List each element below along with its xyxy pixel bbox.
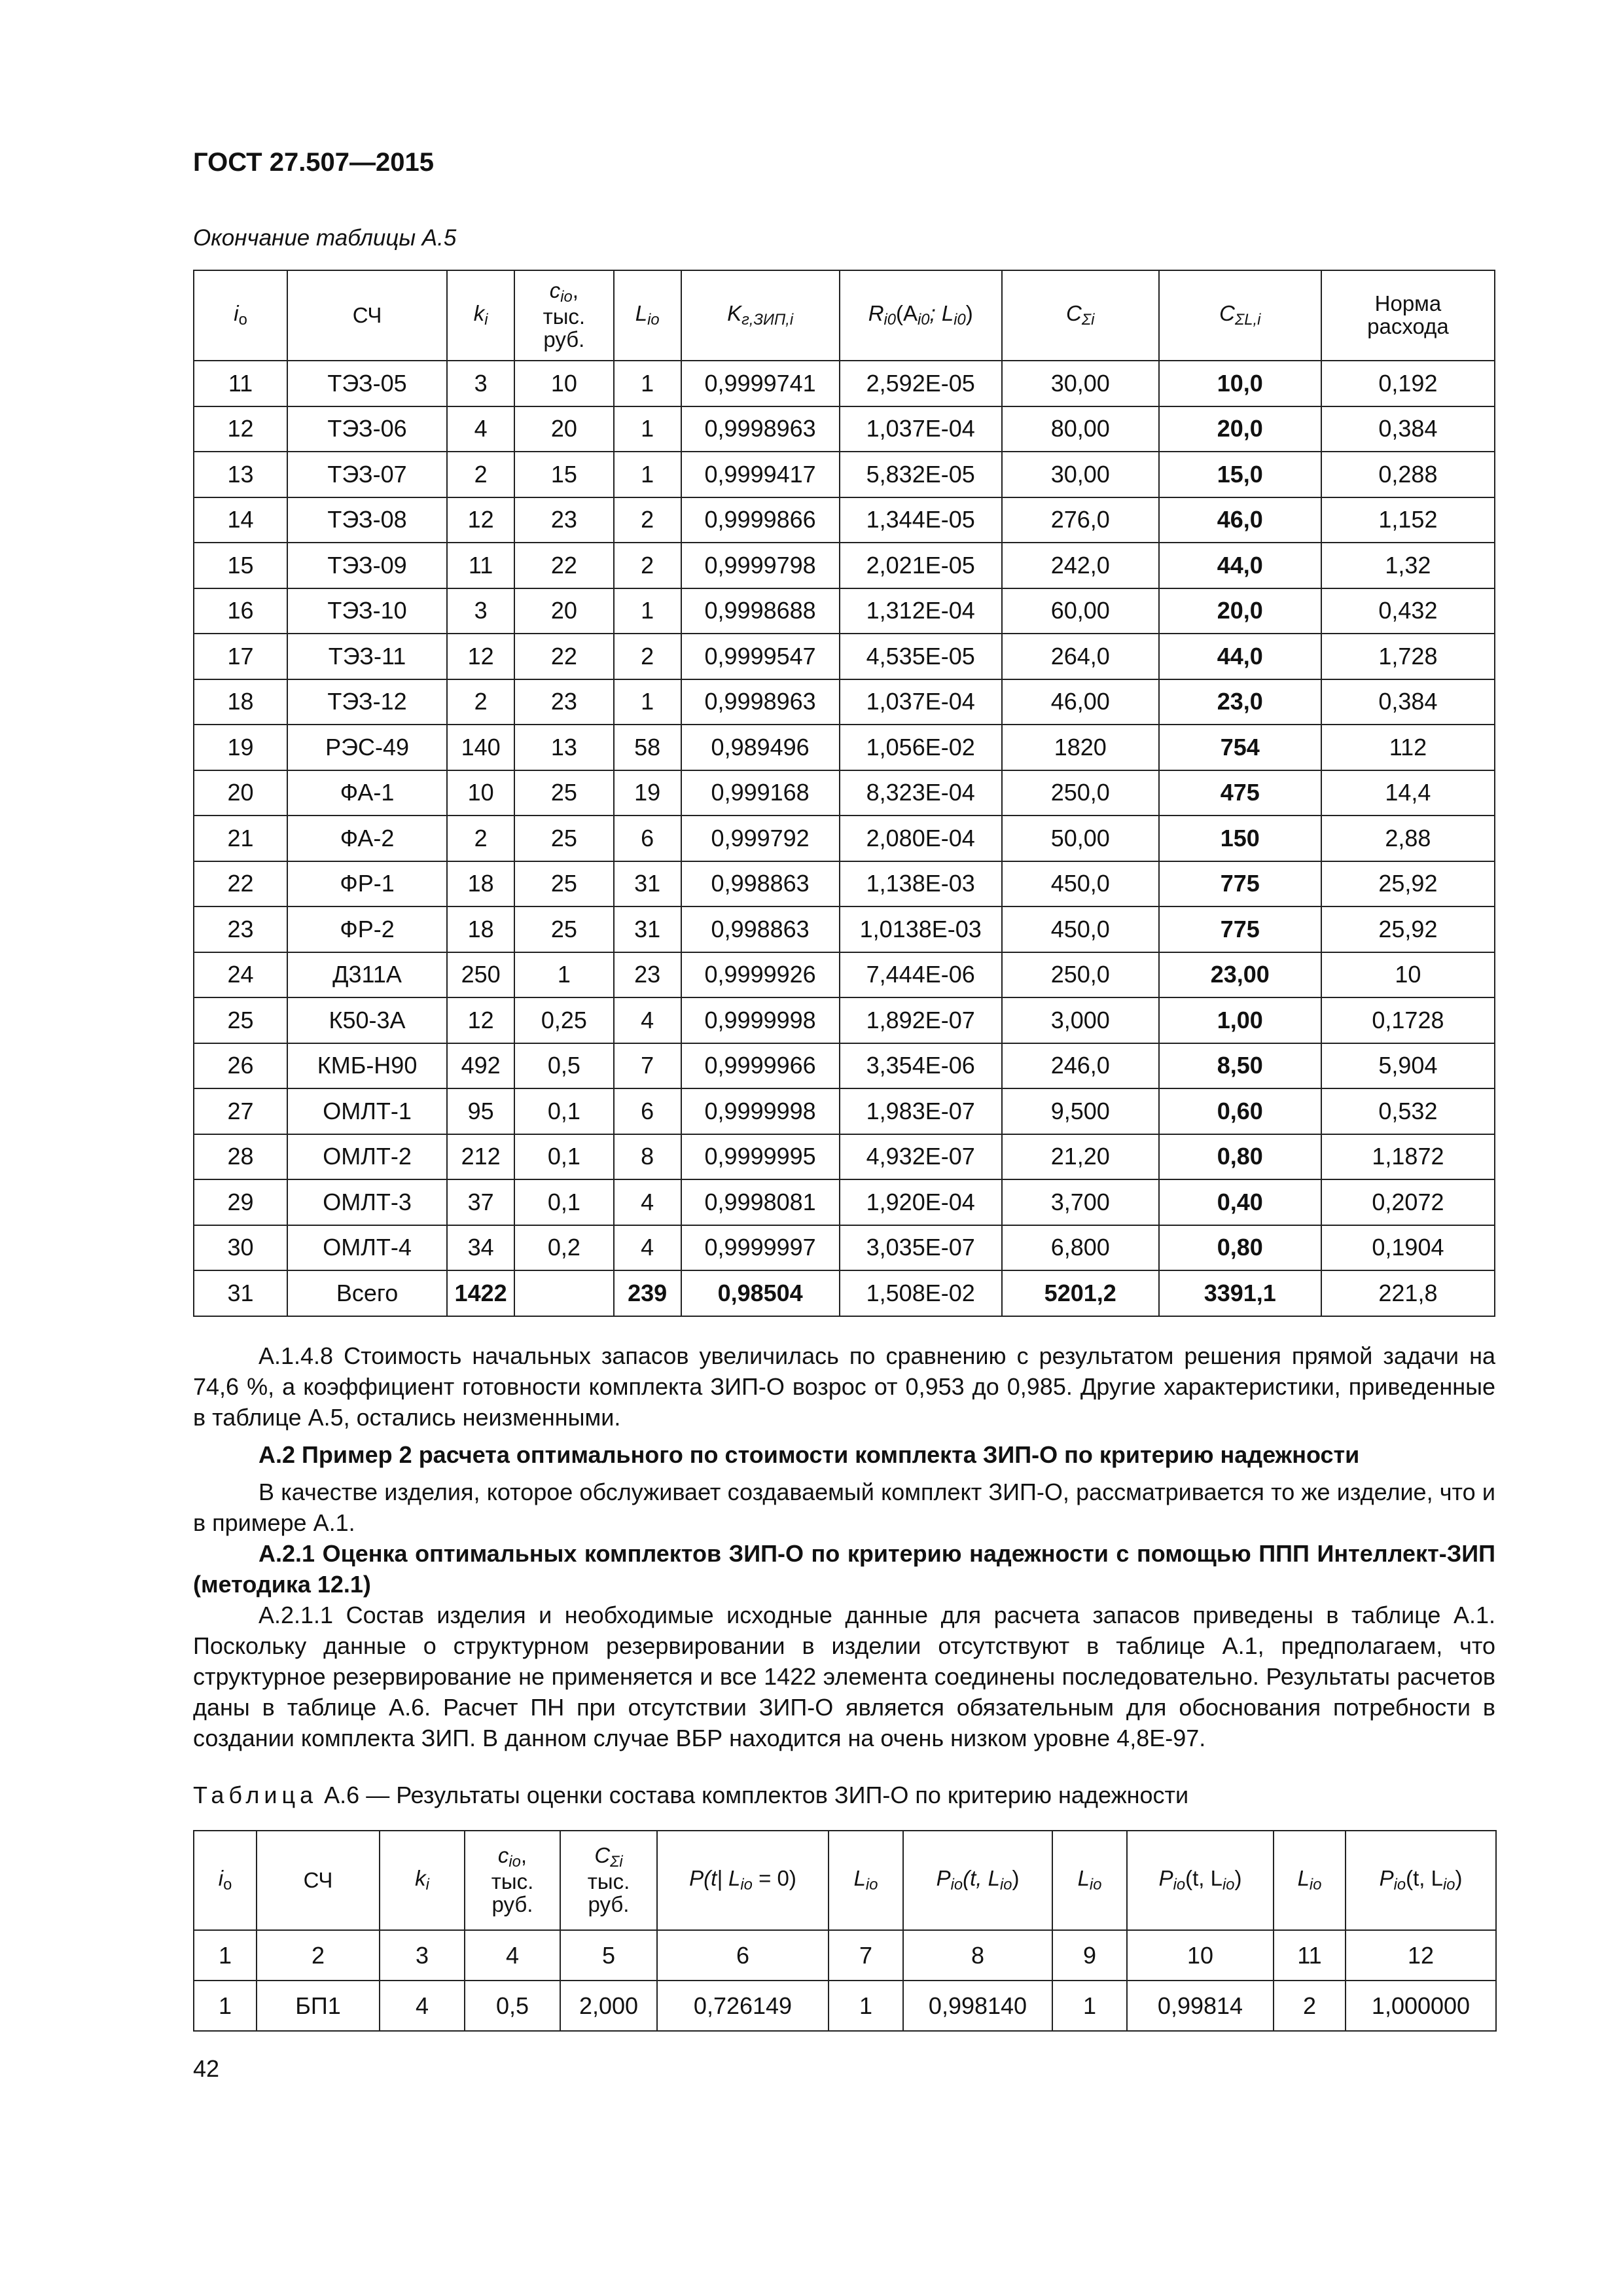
table-cell: 60,00 bbox=[1002, 588, 1159, 634]
table-cell: 50,00 bbox=[1002, 816, 1159, 861]
table-cell: 6 bbox=[657, 1930, 829, 1981]
table-row bbox=[194, 588, 1495, 634]
table-cell: 30 bbox=[194, 1225, 287, 1271]
table-cell: 20 bbox=[514, 406, 613, 452]
table-cell: 0,9999998 bbox=[681, 1088, 840, 1134]
table-cell: 1,312Е-04 bbox=[840, 588, 1002, 634]
table-cell: 0,9998963 bbox=[681, 406, 840, 452]
table-cell: 250 bbox=[447, 952, 514, 998]
table-cell: ТЭЗ-10 bbox=[287, 588, 447, 634]
a6-header-ki: $k_i$ bbox=[380, 1831, 465, 1930]
table-cell: 0,9998963 bbox=[681, 679, 840, 725]
table-cell: 44,0 bbox=[1159, 543, 1321, 588]
table-row bbox=[194, 861, 1495, 907]
table-cell: 6 bbox=[614, 1088, 681, 1134]
table-cell: 12 bbox=[447, 497, 514, 543]
body-text bbox=[193, 1340, 1495, 1753]
table-cell: 8 bbox=[614, 1134, 681, 1180]
table-cell: ТЭЗ-06 bbox=[287, 406, 447, 452]
table-a6-body bbox=[194, 1930, 1496, 2031]
table-cell: 29 bbox=[194, 1179, 287, 1225]
table-cell: 0,1728 bbox=[1321, 997, 1495, 1043]
table-cell: 0,9999995 bbox=[681, 1134, 840, 1180]
table-cell: 1,138Е-03 bbox=[840, 861, 1002, 907]
table-row bbox=[194, 543, 1495, 588]
table-row bbox=[194, 1179, 1495, 1225]
table-cell: 0,9999866 bbox=[681, 497, 840, 543]
table-cell: 0,999168 bbox=[681, 770, 840, 816]
table-cell: 21 bbox=[194, 816, 287, 861]
a6-header-pio-2: $P_{io}(t$, $L_{io}$) bbox=[1127, 1831, 1274, 1930]
table-cell: ТЭЗ-08 bbox=[287, 497, 447, 543]
table-row bbox=[194, 361, 1495, 406]
table-a5 bbox=[193, 270, 1495, 1317]
table-cell: 18 bbox=[447, 906, 514, 952]
table-cell: 10 bbox=[1127, 1930, 1274, 1981]
table-cell: 2 bbox=[447, 679, 514, 725]
a6-header-lio-2: $L_{io}$ bbox=[1052, 1831, 1127, 1930]
table-cell: 0,9999997 bbox=[681, 1225, 840, 1271]
a6-header-lio-1: $L_{io}$ bbox=[829, 1831, 903, 1930]
table-cell: 8,50 bbox=[1159, 1043, 1321, 1089]
table-cell: 7 bbox=[614, 1043, 681, 1089]
table-a6 bbox=[193, 1830, 1497, 2032]
table-cell: 1 bbox=[1052, 1981, 1127, 2031]
table-cell: 16 bbox=[194, 588, 287, 634]
table-a6-header-row bbox=[194, 1831, 1496, 1930]
table-cell: 11 bbox=[447, 543, 514, 588]
table-cell: 46,0 bbox=[1159, 497, 1321, 543]
table-cell: 775 bbox=[1159, 861, 1321, 907]
column-number-row bbox=[194, 1930, 1496, 1981]
table-cell: ФА-1 bbox=[287, 770, 447, 816]
table-cell: 2 bbox=[614, 634, 681, 679]
table-cell: 15 bbox=[194, 543, 287, 588]
table-cell: 0,9999998 bbox=[681, 997, 840, 1043]
table-cell: ФА-2 bbox=[287, 816, 447, 861]
table-cell: 12 bbox=[447, 997, 514, 1043]
a6-header-pio-1: $P_{io}(t$, $L_{io}$) bbox=[903, 1831, 1052, 1930]
table-cell: БП1 bbox=[257, 1981, 380, 2031]
table-cell: 30,00 bbox=[1002, 361, 1159, 406]
header-csuml: $C_{\Sigma L,i}$ bbox=[1159, 270, 1321, 361]
table-cell: 0,9999547 bbox=[681, 634, 840, 679]
table-cell: 1,00 bbox=[1159, 997, 1321, 1043]
header-norma: Норма расхода bbox=[1321, 270, 1495, 361]
table-cell: 239 bbox=[614, 1270, 681, 1316]
a6-header-i0: $i_о$ bbox=[194, 1831, 257, 1930]
table-cell: 0,432 bbox=[1321, 588, 1495, 634]
table-row bbox=[194, 1043, 1495, 1089]
table-cell: 2 bbox=[1274, 1981, 1346, 2031]
table-cell: 2 bbox=[614, 497, 681, 543]
table-cell: 0,5 bbox=[514, 1043, 613, 1089]
table-cell: 23,0 bbox=[1159, 679, 1321, 725]
table-cell: 246,0 bbox=[1002, 1043, 1159, 1089]
table-cell: 0,998140 bbox=[903, 1981, 1052, 2031]
table-cell: 1422 bbox=[447, 1270, 514, 1316]
table-cell: 23 bbox=[194, 906, 287, 952]
header-i0: $i_о$ bbox=[194, 270, 287, 361]
table-cell: 4 bbox=[465, 1930, 560, 1981]
table-cell: 31 bbox=[614, 861, 681, 907]
table-cell: 1,983Е-07 bbox=[840, 1088, 1002, 1134]
table-cell: 0,40 bbox=[1159, 1179, 1321, 1225]
table-row bbox=[194, 906, 1495, 952]
table-cell: 775 bbox=[1159, 906, 1321, 952]
table-cell: 15 bbox=[514, 452, 613, 497]
table-cell: 26 bbox=[194, 1043, 287, 1089]
table-cell: 31 bbox=[614, 906, 681, 952]
table-row bbox=[194, 997, 1495, 1043]
table-cell: 0,532 bbox=[1321, 1088, 1495, 1134]
table-cell: 3391,1 bbox=[1159, 1270, 1321, 1316]
table-cell: 1 bbox=[614, 361, 681, 406]
table-cell: 2,000 bbox=[560, 1981, 657, 2031]
table-a5-body bbox=[194, 361, 1495, 1316]
table-cell: 6 bbox=[614, 816, 681, 861]
table-cell: 95 bbox=[447, 1088, 514, 1134]
table-cell: 4 bbox=[614, 997, 681, 1043]
table-cell: 0,726149 bbox=[657, 1981, 829, 2031]
table-cell: 0,2072 bbox=[1321, 1179, 1495, 1225]
table-cell: 1 bbox=[614, 452, 681, 497]
a6-header-sch: СЧ bbox=[257, 1831, 380, 1930]
table-cell: 2,88 bbox=[1321, 816, 1495, 861]
table-cell: 0,9999926 bbox=[681, 952, 840, 998]
table-cell: 7,444Е-06 bbox=[840, 952, 1002, 998]
table-row bbox=[194, 1225, 1495, 1271]
table-cell: 31 bbox=[194, 1270, 287, 1316]
table-cell: 25,92 bbox=[1321, 906, 1495, 952]
table-a6-title: Таблица А.6 — Результаты оценки состава комплектов ЗИП-О по критерию надежности bbox=[193, 1782, 1189, 1808]
table-cell: 27 bbox=[194, 1088, 287, 1134]
table-cell: 2,592Е-05 bbox=[840, 361, 1002, 406]
table-cell: 13 bbox=[514, 725, 613, 770]
table-cell: 492 bbox=[447, 1043, 514, 1089]
table-cell: 0,998863 bbox=[681, 861, 840, 907]
table-cell: 150 bbox=[1159, 816, 1321, 861]
paragraph-a148: А.1.4.8 Стоимость начальных запасов увеличилась по сравнению с результатом решения прямой задачи на 74,6 %, а коэффициент готовности комплекта ЗИП-О возрос от 0,953 до 0,985. Другие характеристики, приведенные в таблице А.5, остались неизменными. bbox=[193, 1342, 1495, 1431]
table-cell: 3,354Е-06 bbox=[840, 1043, 1002, 1089]
table-cell: 2,080Е-04 bbox=[840, 816, 1002, 861]
table-cell: 4 bbox=[380, 1981, 465, 2031]
table-cell: 20 bbox=[194, 770, 287, 816]
table-cell: 0,5 bbox=[465, 1981, 560, 2031]
table-cell: 0,99814 bbox=[1127, 1981, 1274, 2031]
table-cell: 264,0 bbox=[1002, 634, 1159, 679]
table-cell: ТЭЗ-09 bbox=[287, 543, 447, 588]
table-cell: 4 bbox=[614, 1179, 681, 1225]
table-cell: 24 bbox=[194, 952, 287, 998]
table-cell: ТЭЗ-12 bbox=[287, 679, 447, 725]
table-cell: ТЭЗ-05 bbox=[287, 361, 447, 406]
table-cell: ФР-2 bbox=[287, 906, 447, 952]
table-row bbox=[194, 725, 1495, 770]
table-cell: 2 bbox=[614, 543, 681, 588]
table-cell: 1,508Е-02 bbox=[840, 1270, 1002, 1316]
table-cell: ТЭЗ-07 bbox=[287, 452, 447, 497]
table-cell: 0,9998688 bbox=[681, 588, 840, 634]
table-cell: РЭС-49 bbox=[287, 725, 447, 770]
table-cell: 11 bbox=[194, 361, 287, 406]
table-cell: 5,904 bbox=[1321, 1043, 1495, 1089]
table-cell: 276,0 bbox=[1002, 497, 1159, 543]
table-cell: 1 bbox=[194, 1930, 257, 1981]
table-cell: 23 bbox=[514, 679, 613, 725]
table-cell: Д311А bbox=[287, 952, 447, 998]
table-cell: 3 bbox=[380, 1930, 465, 1981]
table-cell: 475 bbox=[1159, 770, 1321, 816]
table-cell: 0,384 bbox=[1321, 406, 1495, 452]
table-cell: 0,9999798 bbox=[681, 543, 840, 588]
table-cell: 0,1 bbox=[514, 1134, 613, 1180]
table-cell: 14,4 bbox=[1321, 770, 1495, 816]
table-cell: 25 bbox=[514, 770, 613, 816]
table-cell: 221,8 bbox=[1321, 1270, 1495, 1316]
table-row bbox=[194, 406, 1495, 452]
table-cell: 3 bbox=[447, 361, 514, 406]
table-cell: 5201,2 bbox=[1002, 1270, 1159, 1316]
table-cell: 0,80 bbox=[1159, 1225, 1321, 1271]
heading-a21: А.2.1 Оценка оптимальных комплектов ЗИП-О по критерию надежности с помощью ППП Интеллект-ЗИП (методика 12.1) bbox=[193, 1540, 1495, 1598]
table-cell: 2 bbox=[257, 1930, 380, 1981]
table-cell: 9 bbox=[1052, 1930, 1127, 1981]
table-cell: 6,800 bbox=[1002, 1225, 1159, 1271]
table-cell: 12 bbox=[194, 406, 287, 452]
table-cell: 0,9998081 bbox=[681, 1179, 840, 1225]
table-cell: 0,9999741 bbox=[681, 361, 840, 406]
table-cell: КМБ-Н90 bbox=[287, 1043, 447, 1089]
table-cell: 30,00 bbox=[1002, 452, 1159, 497]
table-cell: ОМЛТ-2 bbox=[287, 1134, 447, 1180]
table-cell: 28 bbox=[194, 1134, 287, 1180]
table-cell: ФР-1 bbox=[287, 861, 447, 907]
table-cell: 0,60 bbox=[1159, 1088, 1321, 1134]
table-row bbox=[194, 816, 1495, 861]
table-cell: 1 bbox=[194, 1981, 257, 2031]
table-row bbox=[194, 497, 1495, 543]
table-cell: 12 bbox=[1346, 1930, 1496, 1981]
table-cell: 5 bbox=[560, 1930, 657, 1981]
table-cell: 0,1904 bbox=[1321, 1225, 1495, 1271]
table-cell: 4,535Е-05 bbox=[840, 634, 1002, 679]
heading-a2: А.2 Пример 2 расчета оптимального по стоимости комплекта ЗИП-О по критерию надежности bbox=[259, 1441, 1360, 1468]
table-row bbox=[194, 679, 1495, 725]
table-cell: 14 bbox=[194, 497, 287, 543]
table-cell: 242,0 bbox=[1002, 543, 1159, 588]
table-cell: 25 bbox=[514, 906, 613, 952]
table-cell: 18 bbox=[447, 861, 514, 907]
table-cell: 11 bbox=[1274, 1930, 1346, 1981]
table-cell: 250,0 bbox=[1002, 952, 1159, 998]
paragraph-a211: А.2.1.1 Состав изделия и необходимые исходные данные для расчета запасов приведены в таблице А.1. Поскольку данные о структурном резервировании в изделии отсутствуют в таблице А.1, предполагаем, что структурное резервирование не применяется и все 1422 элемента соединены последовательно. Результаты расчетов даны в таблице А.6. Расчет ПН при отсутствии ЗИП-О является обязательным для обоснования потребности в создании комплекта ЗИП. В данном случае ВБР находится на очень низком уровне 4,8Е-97. bbox=[193, 1602, 1495, 1751]
a6-header-pio-3: $P_{io}(t$, $L_{io}$) bbox=[1346, 1831, 1496, 1930]
table-cell: 1 bbox=[614, 588, 681, 634]
table-cell: 0,999792 bbox=[681, 816, 840, 861]
table-cell: 9,500 bbox=[1002, 1088, 1159, 1134]
a6-header-p0: P(t| $L_{io} = 0$) bbox=[657, 1831, 829, 1930]
table-a5-header-row bbox=[194, 270, 1495, 361]
table-cell: 0,25 bbox=[514, 997, 613, 1043]
table-cell: 23 bbox=[614, 952, 681, 998]
table-cell: 13 bbox=[194, 452, 287, 497]
table-cell: 1,037Е-04 bbox=[840, 679, 1002, 725]
table-cell bbox=[514, 1270, 613, 1316]
table-row bbox=[194, 1981, 1496, 2031]
table-cell: 1,32 bbox=[1321, 543, 1495, 588]
table-cell: 58 bbox=[614, 725, 681, 770]
table-cell: 46,00 bbox=[1002, 679, 1159, 725]
table-cell: 23 bbox=[514, 497, 613, 543]
table-cell: 4 bbox=[614, 1225, 681, 1271]
table-cell: 754 bbox=[1159, 725, 1321, 770]
table-cell: 20,0 bbox=[1159, 588, 1321, 634]
table-cell: 4,932Е-07 bbox=[840, 1134, 1002, 1180]
header-ri: $R_{i0}(A_{i0}$; $L_{i0}$) bbox=[840, 270, 1002, 361]
table-cell: ОМЛТ-1 bbox=[287, 1088, 447, 1134]
table-cell: 1 bbox=[514, 952, 613, 998]
table-row bbox=[194, 952, 1495, 998]
table-cell: 5,832Е-05 bbox=[840, 452, 1002, 497]
table-cell: 0,1 bbox=[514, 1088, 613, 1134]
table-cell: 0,2 bbox=[514, 1225, 613, 1271]
table-cell: 450,0 bbox=[1002, 906, 1159, 952]
table-cell: 3,000 bbox=[1002, 997, 1159, 1043]
table-cell: 10 bbox=[514, 361, 613, 406]
table-cell: 22 bbox=[514, 634, 613, 679]
table-cell: 140 bbox=[447, 725, 514, 770]
table-cell: Всего bbox=[287, 1270, 447, 1316]
table-cell: 1,1872 bbox=[1321, 1134, 1495, 1180]
table-row bbox=[194, 1088, 1495, 1134]
table-cell: 37 bbox=[447, 1179, 514, 1225]
table-cell: К50-3А bbox=[287, 997, 447, 1043]
table-cell: 25 bbox=[514, 816, 613, 861]
table-cell: 21,20 bbox=[1002, 1134, 1159, 1180]
table-row bbox=[194, 1270, 1495, 1316]
table-cell: 0,989496 bbox=[681, 725, 840, 770]
header-ki: $k_i$ bbox=[447, 270, 514, 361]
table-cell: 44,0 bbox=[1159, 634, 1321, 679]
table-cell: 15,0 bbox=[1159, 452, 1321, 497]
table-cell: 112 bbox=[1321, 725, 1495, 770]
table-cell: 0,9999417 bbox=[681, 452, 840, 497]
table-cell: 23,00 bbox=[1159, 952, 1321, 998]
table-cell: 1,344Е-05 bbox=[840, 497, 1002, 543]
table-cell: 0,1 bbox=[514, 1179, 613, 1225]
table-cell: 19 bbox=[194, 725, 287, 770]
table-cell: 3 bbox=[447, 588, 514, 634]
a6-header-csum: $C_{\Sigma i}$ тыс. руб. bbox=[560, 1831, 657, 1930]
table-cell: 34 bbox=[447, 1225, 514, 1271]
table-cell: 2 bbox=[447, 816, 514, 861]
table-cell: 1820 bbox=[1002, 725, 1159, 770]
table-cell: 1 bbox=[829, 1981, 903, 2031]
table-cell: 1,056Е-02 bbox=[840, 725, 1002, 770]
table-row bbox=[194, 1134, 1495, 1180]
header-kg: $K_{г,ЗИП,i}$ bbox=[681, 270, 840, 361]
table-cell: 1,037Е-04 bbox=[840, 406, 1002, 452]
paragraph-a2: В качестве изделия, которое обслуживает создаваемый комплект ЗИП-О, рассматривается то же изделие, что и в примере А.1. bbox=[193, 1479, 1495, 1536]
table-cell: 10 bbox=[1321, 952, 1495, 998]
table-row bbox=[194, 770, 1495, 816]
table-cell: 10 bbox=[447, 770, 514, 816]
table-cell: 2 bbox=[447, 452, 514, 497]
header-csum: $C_{\Sigma i}$ bbox=[1002, 270, 1159, 361]
table-cell: 1,728 bbox=[1321, 634, 1495, 679]
table-cell: 12 bbox=[447, 634, 514, 679]
table-cell: ТЭЗ-11 bbox=[287, 634, 447, 679]
table-cell: 22 bbox=[514, 543, 613, 588]
table-cell: 17 bbox=[194, 634, 287, 679]
table-cell: 0,98504 bbox=[681, 1270, 840, 1316]
table-cell: 1,920Е-04 bbox=[840, 1179, 1002, 1225]
table-cell: 0,9999966 bbox=[681, 1043, 840, 1089]
table-cell: 25 bbox=[194, 997, 287, 1043]
table-cell: 0,288 bbox=[1321, 452, 1495, 497]
table-a5-caption: Окончание таблицы А.5 bbox=[193, 225, 457, 251]
table-cell: 80,00 bbox=[1002, 406, 1159, 452]
table-cell: 1,152 bbox=[1321, 497, 1495, 543]
a6-header-cio: $c_{io}$, тыс. руб. bbox=[465, 1831, 560, 1930]
table-cell: 10,0 bbox=[1159, 361, 1321, 406]
table-cell: 25,92 bbox=[1321, 861, 1495, 907]
table-cell: 0,80 bbox=[1159, 1134, 1321, 1180]
table-cell: ОМЛТ-3 bbox=[287, 1179, 447, 1225]
table-cell: 1 bbox=[614, 679, 681, 725]
table-row bbox=[194, 452, 1495, 497]
a6-header-lio-3: $L_{io}$ bbox=[1274, 1831, 1346, 1930]
table-cell: 19 bbox=[614, 770, 681, 816]
table-cell: 212 bbox=[447, 1134, 514, 1180]
table-cell: 18 bbox=[194, 679, 287, 725]
table-cell: 450,0 bbox=[1002, 861, 1159, 907]
table-cell: 2,021Е-05 bbox=[840, 543, 1002, 588]
table-cell: 3,700 bbox=[1002, 1179, 1159, 1225]
header-sch: СЧ bbox=[287, 270, 447, 361]
document-header: ГОСТ 27.507—2015 bbox=[193, 148, 435, 177]
table-cell: 250,0 bbox=[1002, 770, 1159, 816]
table-cell: 3,035Е-07 bbox=[840, 1225, 1002, 1271]
header-cio: $c_{io}$, тыс. руб. bbox=[514, 270, 613, 361]
table-cell: 1,000000 bbox=[1346, 1981, 1496, 2031]
table-cell: 20 bbox=[514, 588, 613, 634]
table-row bbox=[194, 634, 1495, 679]
table-cell: 8 bbox=[903, 1930, 1052, 1981]
table-cell: 25 bbox=[514, 861, 613, 907]
table-cell: 7 bbox=[829, 1930, 903, 1981]
table-cell: 8,323Е-04 bbox=[840, 770, 1002, 816]
table-cell: 20,0 bbox=[1159, 406, 1321, 452]
table-cell: 0,384 bbox=[1321, 679, 1495, 725]
table-cell: 22 bbox=[194, 861, 287, 907]
table-cell: 1,892Е-07 bbox=[840, 997, 1002, 1043]
table-cell: ОМЛТ-4 bbox=[287, 1225, 447, 1271]
page-number: 42 bbox=[193, 2055, 220, 2082]
header-lio: $L_{io}$ bbox=[614, 270, 681, 361]
table-cell: 0,998863 bbox=[681, 906, 840, 952]
table-cell: 4 bbox=[447, 406, 514, 452]
table-cell: 1,0138Е-03 bbox=[840, 906, 1002, 952]
table-cell: 1 bbox=[614, 406, 681, 452]
table-cell: 0,192 bbox=[1321, 361, 1495, 406]
